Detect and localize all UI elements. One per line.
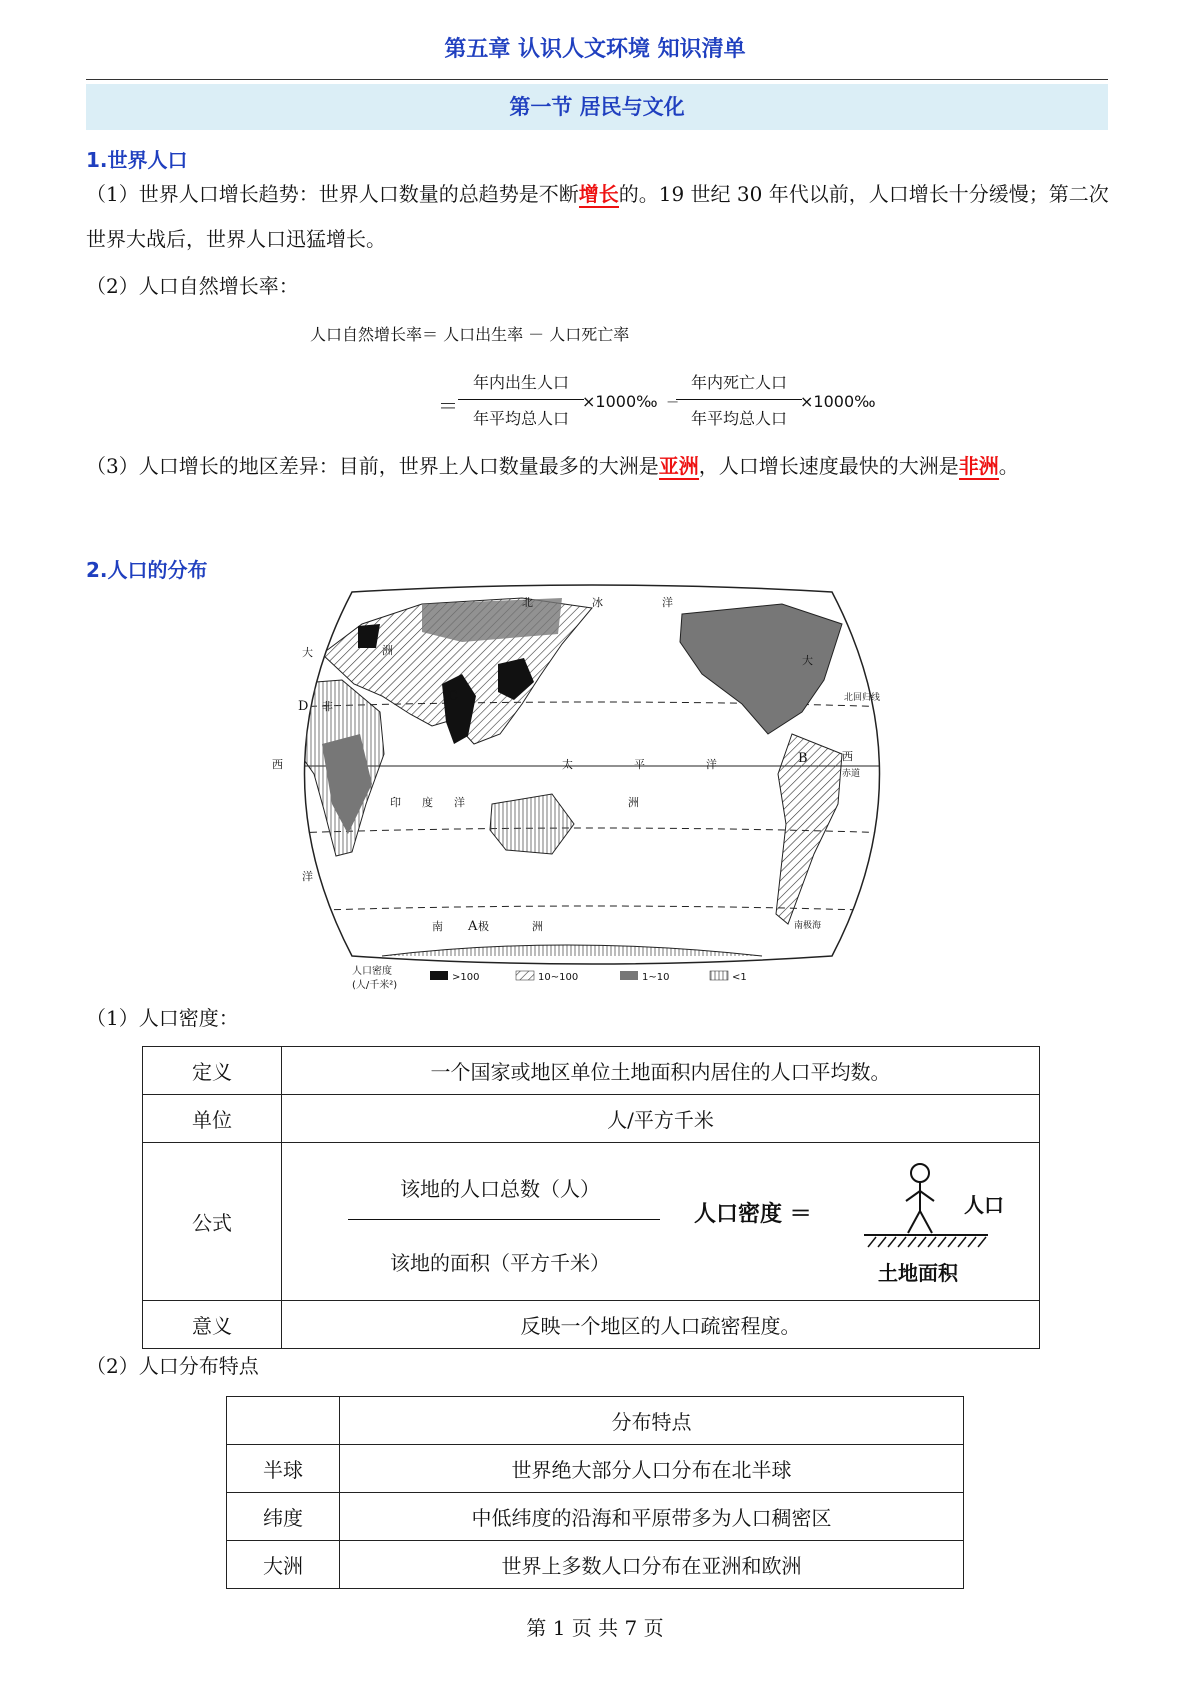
siberia bbox=[422, 598, 562, 642]
legend-swatch-medium bbox=[516, 971, 534, 980]
denominator: 年平均总人口 bbox=[472, 409, 569, 428]
map-label: 洲 bbox=[532, 920, 543, 933]
row-value: 人/平方千米 bbox=[282, 1095, 1040, 1143]
map-label: 洋 bbox=[706, 758, 717, 771]
row-key: 定义 bbox=[143, 1047, 282, 1095]
paragraph-growth-trend bbox=[86, 172, 1110, 262]
formula-cell bbox=[282, 1143, 1040, 1301]
minus-sign: − bbox=[666, 392, 680, 411]
map-label: 西 bbox=[842, 750, 853, 763]
map-label: 洲 bbox=[382, 644, 393, 657]
legend-swatch-low bbox=[620, 971, 638, 980]
text: （3）人口增长的地区差异：目前，世界上人口数量最多的大洲是 bbox=[86, 454, 659, 478]
fraction-bar bbox=[458, 399, 584, 400]
map-label: 洋 bbox=[662, 596, 673, 609]
fraction-bar bbox=[676, 399, 802, 400]
highlight-asia: 亚洲 bbox=[658, 454, 699, 478]
table-header-row bbox=[227, 1397, 964, 1445]
diagram-area-label: 土地面积 bbox=[878, 1261, 958, 1285]
table-row bbox=[227, 1493, 964, 1541]
map-label: 非 bbox=[322, 700, 333, 713]
map-label: 洋 bbox=[454, 796, 465, 809]
paragraph-natural-growth: （2）人口自然增长率： bbox=[86, 274, 299, 298]
map-point-label: B bbox=[798, 751, 808, 766]
table-row bbox=[143, 1143, 1040, 1301]
map-label: 西 bbox=[272, 758, 283, 771]
fraction-death bbox=[676, 370, 802, 429]
legend-item: 1~10 bbox=[642, 972, 670, 983]
multiplier-2: ×1000‰ bbox=[800, 392, 876, 411]
text: 的。19 世纪 30 年代以前，人口增长十分缓慢；第二次世界大战后，世界人口迅猛增长。 bbox=[86, 182, 1109, 251]
map-label: 大 bbox=[802, 654, 813, 667]
sub-heading-density: （1）人口密度： bbox=[86, 1006, 239, 1030]
formula-equals: ＝ bbox=[438, 394, 458, 418]
row-key: 意义 bbox=[143, 1301, 282, 1349]
map-point-label: D bbox=[298, 699, 309, 714]
map-point-label: C bbox=[448, 689, 458, 704]
legend-swatch-sparse bbox=[710, 971, 728, 980]
legend-unit: (人/千米²) bbox=[352, 980, 398, 991]
section-title: 第一节 居民与文化 bbox=[86, 84, 1108, 130]
paragraph-regional-difference bbox=[86, 444, 1110, 489]
map-label: 南 bbox=[432, 920, 443, 933]
multiplier-1: ×1000‰ bbox=[582, 392, 658, 411]
text: 。 bbox=[998, 454, 1019, 478]
diagram-people-label: 人口 bbox=[964, 1193, 1004, 1217]
title-divider bbox=[86, 79, 1108, 80]
map-label: 平 bbox=[634, 758, 645, 771]
chapter-title: 第五章 认识人文环境 知识清单 bbox=[444, 37, 746, 62]
legend-item: <1 bbox=[732, 972, 747, 983]
table-row bbox=[227, 1541, 964, 1589]
legend-item: 10~100 bbox=[538, 972, 579, 983]
row-key: 单位 bbox=[143, 1095, 282, 1143]
row-key: 公式 bbox=[143, 1143, 282, 1301]
map-label: 度 bbox=[422, 796, 433, 809]
empty-header-cell bbox=[227, 1397, 340, 1445]
formula-line1: 人口自然增长率＝ 人口出生率 － 人口死亡率 bbox=[310, 325, 630, 344]
highlight-growth: 增长 bbox=[578, 182, 619, 206]
row-value: 世界绝大部分人口分布在北半球 bbox=[340, 1445, 964, 1493]
row-key: 大洲 bbox=[227, 1541, 340, 1589]
text: （1）世界人口增长趋势：世界人口数量的总趋势是不断 bbox=[86, 182, 579, 206]
numerator: 年内出生人口 bbox=[472, 373, 569, 392]
fraction-birth bbox=[458, 370, 584, 429]
table-row bbox=[143, 1095, 1040, 1143]
map-svg bbox=[262, 584, 922, 996]
row-value: 中低纬度的沿海和平原带多为人口稠密区 bbox=[340, 1493, 964, 1541]
map-label: 冰 bbox=[592, 596, 603, 609]
density-fraction-bar bbox=[348, 1219, 660, 1220]
map-label: 大 bbox=[302, 646, 313, 659]
map-label: 北 bbox=[522, 596, 533, 609]
row-value: 世界上多数人口分布在亚洲和欧洲 bbox=[340, 1541, 964, 1589]
row-key: 半球 bbox=[227, 1445, 340, 1493]
column-header: 分布特点 bbox=[340, 1397, 964, 1445]
highlight-africa: 非洲 bbox=[958, 454, 999, 478]
heading-world-population: 1.世界人口 bbox=[86, 148, 188, 172]
map-label: 北回归线 bbox=[844, 693, 881, 703]
row-value: 一个国家或地区单位土地面积内居住的人口平均数。 bbox=[282, 1047, 1040, 1095]
map-label: 洲 bbox=[628, 796, 639, 809]
map-label: 南极海 bbox=[794, 921, 822, 931]
heading-population-distribution: 2.人口的分布 bbox=[86, 558, 208, 582]
table-row bbox=[143, 1301, 1040, 1349]
distribution-table bbox=[226, 1396, 964, 1589]
row-key: 纬度 bbox=[227, 1493, 340, 1541]
density-table bbox=[142, 1046, 1040, 1349]
map-point-label: A bbox=[468, 919, 478, 934]
density-numerator: 该地的人口总数（人） bbox=[400, 1177, 600, 1201]
legend-title: 人口密度 bbox=[352, 966, 392, 977]
row-value: 反映一个地区的人口疏密程度。 bbox=[282, 1301, 1040, 1349]
text: ，人口增长速度最快的大洲是 bbox=[698, 454, 959, 478]
numerator: 年内死亡人口 bbox=[690, 373, 787, 392]
map-label: 极 bbox=[478, 920, 489, 933]
table-row bbox=[227, 1445, 964, 1493]
map-label: 太 bbox=[562, 758, 573, 771]
table-row bbox=[143, 1047, 1040, 1095]
legend-swatch-dense bbox=[430, 971, 448, 980]
map-label: 赤道 bbox=[842, 769, 861, 779]
map-label: 洋 bbox=[302, 870, 313, 883]
density-denominator: 该地的面积（平方千米） bbox=[390, 1251, 610, 1275]
denominator: 年平均总人口 bbox=[690, 409, 787, 428]
map-label: 印 bbox=[390, 796, 401, 809]
legend-item: >100 bbox=[452, 972, 480, 983]
density-diagram-label: 人口密度 ＝ bbox=[694, 1202, 812, 1227]
world-population-map bbox=[262, 584, 922, 996]
page-footer: 第 1 页 共 7 页 bbox=[526, 1616, 664, 1640]
sub-heading-distribution: （2）人口分布特点 bbox=[86, 1354, 259, 1378]
